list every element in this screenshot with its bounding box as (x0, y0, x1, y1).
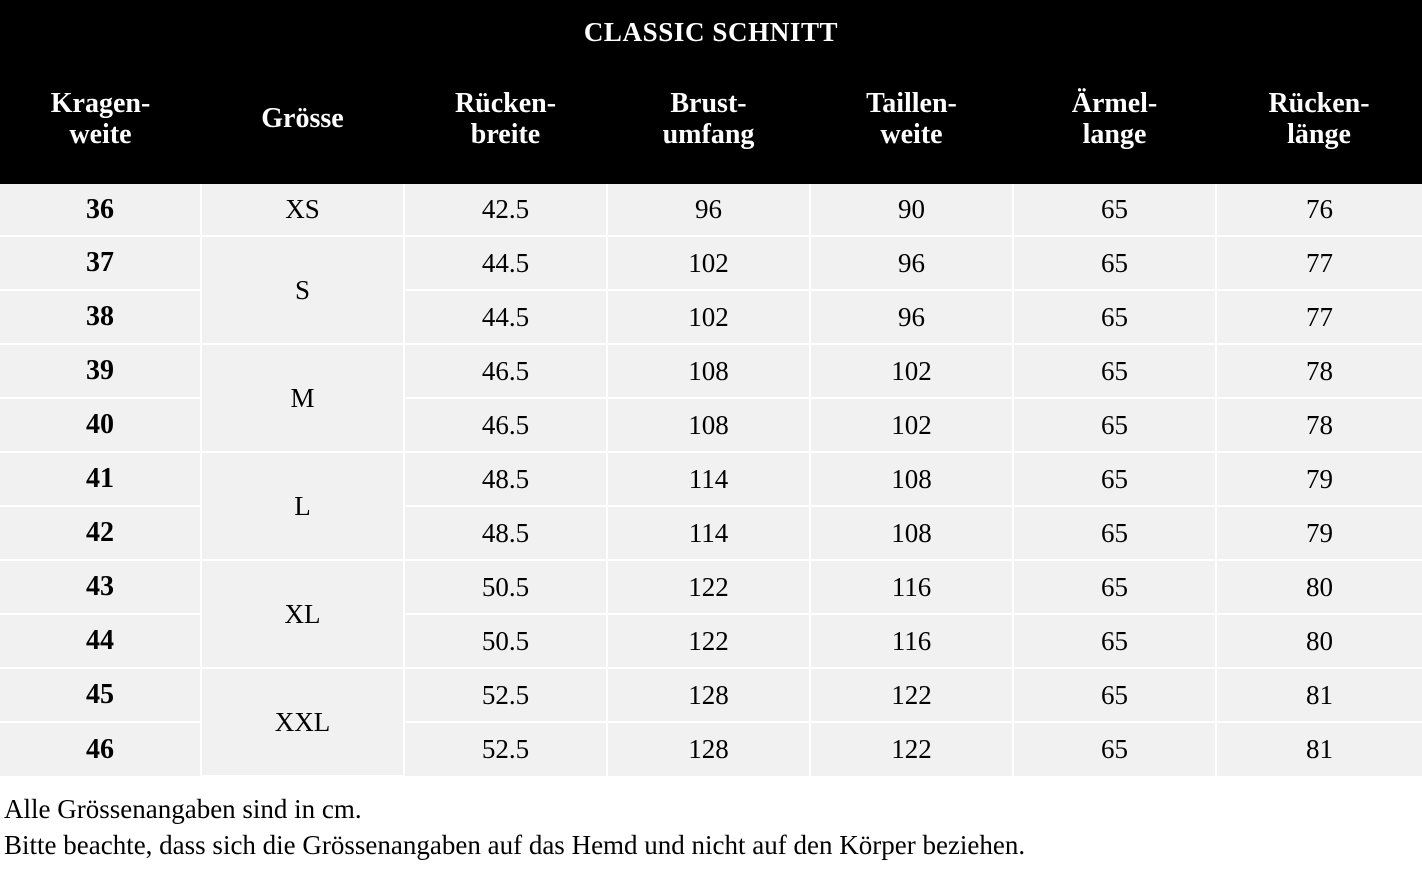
cell-rueckenlaenge: 77 (1216, 290, 1422, 344)
column-header-brustumfang (607, 64, 810, 182)
cell-rueckenlaenge: 80 (1216, 614, 1422, 668)
column-header-groesse (201, 64, 404, 182)
cell-taillenweite: 122 (810, 668, 1013, 722)
cell-rueckenlaenge: 76 (1216, 182, 1422, 236)
column-header-line1: Ärmel- (1071, 87, 1158, 119)
cell-rueckenlaenge: 78 (1216, 398, 1422, 452)
table-row (0, 182, 1422, 236)
cell-rueckenbreite: 50.5 (404, 614, 607, 668)
cell-taillenweite: 108 (810, 452, 1013, 506)
column-header-line2: breite (470, 119, 541, 150)
cell-aermellaenge: 65 (1013, 236, 1216, 290)
cell-kragenweite: 39 (0, 344, 201, 398)
cell-rueckenlaenge: 81 (1216, 668, 1422, 722)
cell-taillenweite: 96 (810, 290, 1013, 344)
cell-rueckenbreite: 44.5 (404, 236, 607, 290)
table-body (0, 182, 1422, 776)
cell-rueckenbreite: 48.5 (404, 506, 607, 560)
cell-kragenweite: 40 (0, 398, 201, 452)
cell-rueckenbreite: 52.5 (404, 668, 607, 722)
cell-taillenweite: 90 (810, 182, 1013, 236)
cell-rueckenlaenge: 78 (1216, 344, 1422, 398)
cell-aermellaenge: 65 (1013, 182, 1216, 236)
cell-kragenweite: 45 (0, 668, 201, 722)
cell-brustumfang: 122 (607, 614, 810, 668)
column-header-line2: lange (1082, 119, 1147, 150)
cell-kragenweite: 38 (0, 290, 201, 344)
footer-notes (0, 777, 1422, 863)
column-header-rueckenlaenge (1216, 64, 1422, 182)
cell-rueckenbreite: 46.5 (404, 398, 607, 452)
cell-rueckenlaenge: 79 (1216, 506, 1422, 560)
cell-brustumfang: 102 (607, 236, 810, 290)
column-header-line2: umfang (662, 119, 755, 150)
cell-aermellaenge: 65 (1013, 560, 1216, 614)
note-units: Alle Grössenangaben sind in cm. (4, 794, 362, 824)
column-header-line1: Kragen- (50, 87, 151, 119)
cell-groesse: XL (201, 560, 404, 668)
cell-taillenweite: 116 (810, 614, 1013, 668)
cell-kragenweite: 46 (0, 722, 201, 776)
cell-kragenweite: 36 (0, 182, 201, 236)
cell-aermellaenge: 65 (1013, 344, 1216, 398)
table-row (0, 236, 1422, 290)
cell-taillenweite: 108 (810, 506, 1013, 560)
cell-kragenweite: 44 (0, 614, 201, 668)
cell-kragenweite: 37 (0, 236, 201, 290)
size-chart-table (0, 64, 1422, 777)
cell-kragenweite: 43 (0, 560, 201, 614)
note-garment-measure: Bitte beachte, dass sich die Grössenangaben auf das Hemd und nicht auf den Körper beziehen. (4, 830, 1026, 861)
cell-brustumfang: 128 (607, 668, 810, 722)
cell-rueckenlaenge: 77 (1216, 236, 1422, 290)
column-header-line1: Rücken- (454, 87, 557, 119)
table-row (0, 560, 1422, 614)
cell-taillenweite: 122 (810, 722, 1013, 776)
cell-rueckenbreite: 44.5 (404, 290, 607, 344)
cell-taillenweite: 96 (810, 236, 1013, 290)
cell-kragenweite: 42 (0, 506, 201, 560)
table-row (0, 668, 1422, 722)
cell-groesse: M (201, 344, 404, 452)
cell-aermellaenge: 65 (1013, 722, 1216, 776)
column-header-aermellaenge (1013, 64, 1216, 182)
cell-groesse: XXL (201, 668, 404, 776)
cell-aermellaenge: 65 (1013, 290, 1216, 344)
cell-aermellaenge: 65 (1013, 398, 1216, 452)
cell-rueckenlaenge: 81 (1216, 722, 1422, 776)
cell-brustumfang: 96 (607, 182, 810, 236)
cell-rueckenbreite: 50.5 (404, 560, 607, 614)
cell-brustumfang: 114 (607, 506, 810, 560)
cell-rueckenbreite: 46.5 (404, 344, 607, 398)
column-header-line2: länge (1287, 119, 1351, 150)
table-header (0, 64, 1422, 182)
cell-rueckenlaenge: 80 (1216, 560, 1422, 614)
cell-brustumfang: 128 (607, 722, 810, 776)
cell-brustumfang: 108 (607, 398, 810, 452)
column-header-kragenweite (0, 64, 201, 182)
cell-kragenweite: 41 (0, 452, 201, 506)
column-header-line1: Taillen- (866, 87, 957, 119)
cell-taillenweite: 102 (810, 344, 1013, 398)
column-header-line1: Rücken- (1268, 87, 1370, 119)
cell-rueckenlaenge: 79 (1216, 452, 1422, 506)
cell-aermellaenge: 65 (1013, 506, 1216, 560)
column-header-line1: Grösse (261, 103, 344, 135)
cell-rueckenbreite: 52.5 (404, 722, 607, 776)
table-row (0, 452, 1422, 506)
column-header-taillenweite (810, 64, 1013, 182)
cell-brustumfang: 108 (607, 344, 810, 398)
cell-groesse: L (201, 452, 404, 560)
column-header-rueckenbreite (404, 64, 607, 182)
cell-groesse: XS (201, 182, 404, 236)
page-title: CLASSIC SCHNITT (583, 16, 839, 47)
column-header-line2: weite (880, 119, 943, 150)
cell-aermellaenge: 65 (1013, 614, 1216, 668)
cell-brustumfang: 122 (607, 560, 810, 614)
cell-taillenweite: 102 (810, 398, 1013, 452)
column-header-line2: weite (69, 119, 132, 150)
column-header-line1: Brust- (670, 87, 747, 119)
cell-rueckenbreite: 42.5 (404, 182, 607, 236)
table-header-row (0, 64, 1422, 182)
chart-title-bar (0, 0, 1422, 64)
cell-aermellaenge: 65 (1013, 452, 1216, 506)
cell-brustumfang: 114 (607, 452, 810, 506)
cell-taillenweite: 116 (810, 560, 1013, 614)
cell-rueckenbreite: 48.5 (404, 452, 607, 506)
cell-brustumfang: 102 (607, 290, 810, 344)
cell-aermellaenge: 65 (1013, 668, 1216, 722)
table-row (0, 344, 1422, 398)
cell-groesse: S (201, 236, 404, 344)
